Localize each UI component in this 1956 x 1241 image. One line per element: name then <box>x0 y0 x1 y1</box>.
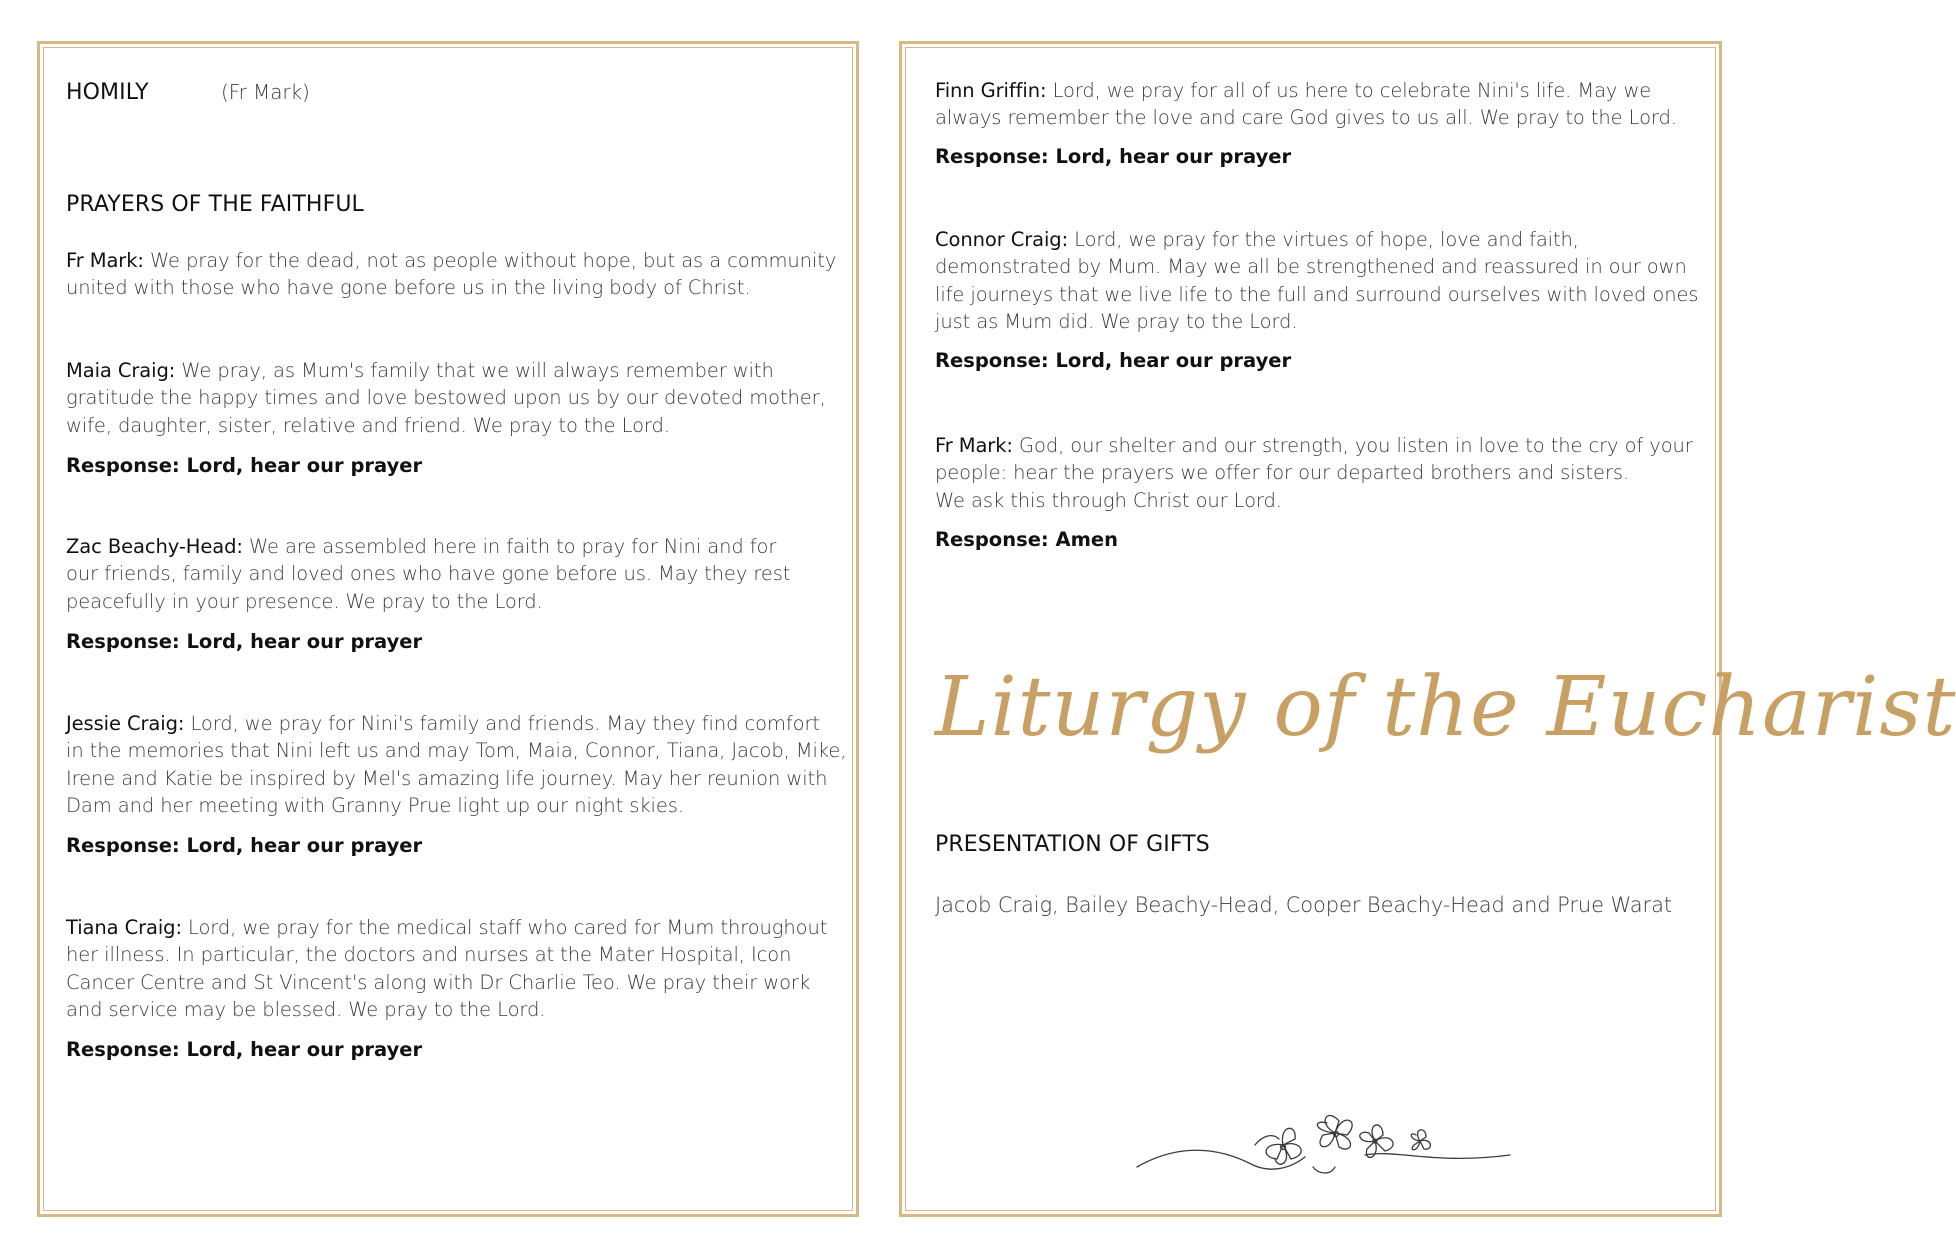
prayer-line: our friends, family and loved ones who have gone before us. May they rest <box>66 562 791 586</box>
speaker-name: Fr Mark: <box>66 249 144 272</box>
prayer-line: always remember the love and care God gives to us all. We pray to the Lord. <box>935 106 1677 130</box>
presentation-of-gifts-heading: PRESENTATION OF GIFTS <box>935 832 1210 857</box>
prayer-line: We pray for the dead, not as people without hope, but as a community <box>149 249 837 272</box>
liturgy-of-the-eucharist-heading: Liturgy of the Eucharist <box>935 660 1956 755</box>
prayer-line: Dam and her meeting with Granny Prue light up our night skies. <box>66 794 684 818</box>
intercession-finn-griffin <box>935 77 1677 132</box>
intercession-fr-mark-opening <box>66 247 836 302</box>
response-text: Response: Lord, hear our prayer <box>66 1038 423 1061</box>
prayer-line: Irene and Katie be inspired by Mel's amazing life journey. May her reunion with <box>66 766 828 790</box>
prayers-heading: PRAYERS OF THE FAITHFUL <box>66 192 364 217</box>
intercession-connor-craig <box>935 226 1698 336</box>
speaker-name: Tiana Craig: <box>66 916 182 939</box>
homily-heading: HOMILY <box>66 80 149 105</box>
prayer-line: We pray, as Mum's family that we will always remember with <box>181 359 774 382</box>
intercession-tiana-craig <box>66 914 827 1024</box>
prayer-line: Lord, we pray for Nini's family and friends. May they find comfort <box>190 712 820 735</box>
response-text: Response: Lord, hear our prayer <box>66 834 423 857</box>
prayer-line: wife, daughter, sister, relative and friend. We pray to the Lord. <box>66 413 670 437</box>
prayer-line: life journeys that we live life to the full and surround ourselves with loved ones <box>935 282 1699 306</box>
speaker-name: Jessie Craig: <box>66 712 185 735</box>
prayer-line: gratitude the happy times and love bestowed upon us by our devoted mother, <box>66 386 826 410</box>
homily-presider: (Fr Mark) <box>221 80 310 104</box>
speaker-name: Fr Mark: <box>935 434 1013 457</box>
prayer-line: Lord, we pray for the virtues of hope, love and faith, <box>1074 228 1579 251</box>
right-page <box>899 41 1722 1217</box>
intercession-zac-beachy-head <box>66 533 790 615</box>
intercession-maia-craig <box>66 357 826 439</box>
prayer-line: We ask this through Christ our Lord. <box>935 488 1282 512</box>
prayer-line: God, our shelter and our strength, you listen in love to the cry of your <box>1018 434 1693 457</box>
frangipani-icon <box>1135 1105 1515 1185</box>
gift-bearers: Jacob Craig, Bailey Beachy-Head, Cooper Beachy-Head and Prue Warat <box>935 893 1672 917</box>
prayer-line: Cancer Centre and St Vincent's along with Dr Charlie Teo. We pray their work <box>66 970 811 994</box>
speaker-name: Connor Craig: <box>935 228 1069 251</box>
intercession-jessie-craig <box>66 710 846 820</box>
prayer-line: just as Mum did. We pray to the Lord. <box>935 310 1298 334</box>
prayer-line: people: hear the prayers we offer for our departed brothers and sisters. <box>935 461 1630 485</box>
speaker-name: Maia Craig: <box>66 359 176 382</box>
prayer-line: united with those who have gone before us in the living body of Christ. <box>66 276 751 300</box>
response-text: Response: Amen <box>935 528 1119 551</box>
intercession-fr-mark-closing <box>935 432 1693 514</box>
prayer-line: in the memories that Nini left us and may Tom, Maia, Connor, Tiana, Jacob, Mike, <box>66 739 847 763</box>
response-text: Response: Lord, hear our prayer <box>935 145 1292 168</box>
response-text: Response: Lord, hear our prayer <box>935 349 1292 372</box>
speaker-name: Zac Beachy-Head: <box>66 535 243 558</box>
prayer-line: We are assembled here in faith to pray for Nini and for <box>248 535 777 558</box>
prayer-line: Lord, we pray for the medical staff who cared for Mum throughout <box>188 916 828 939</box>
response-text: Response: Lord, hear our prayer <box>66 454 423 477</box>
speaker-name: Finn Griffin: <box>935 79 1047 102</box>
prayer-line: her illness. In particular, the doctors and nurses at the Mater Hospital, Icon <box>66 943 792 967</box>
prayer-line: demonstrated by Mum. May we all be strengthened and reassured in our own <box>935 255 1687 279</box>
response-text: Response: Lord, hear our prayer <box>66 630 423 653</box>
prayer-line: Lord, we pray for all of us here to celebrate Nini's life. May we <box>1052 79 1652 102</box>
prayer-line: peacefully in your presence. We pray to the Lord. <box>66 589 543 613</box>
prayer-line: and service may be blessed. We pray to the Lord. <box>66 998 546 1022</box>
